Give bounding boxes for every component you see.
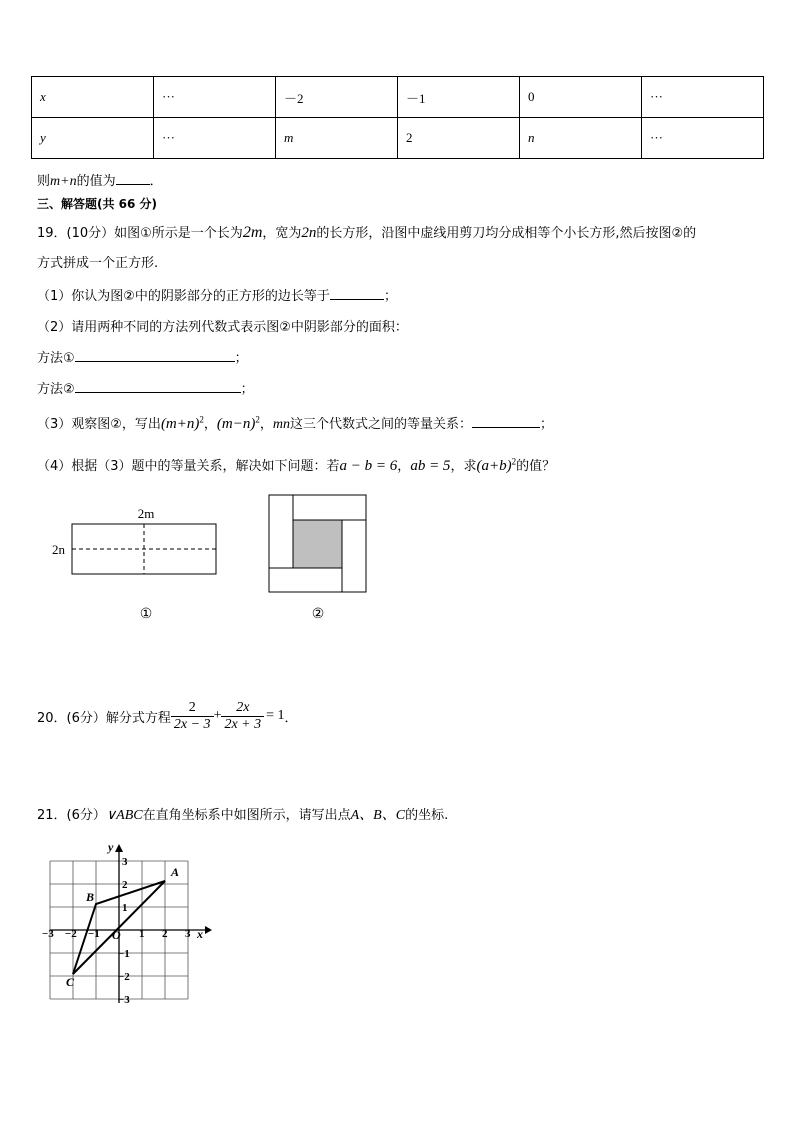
fig1-side-label: 2n bbox=[52, 542, 65, 557]
q21-line bbox=[37, 804, 448, 824]
separator: ， bbox=[397, 459, 411, 474]
exponent: 2 bbox=[255, 414, 260, 425]
xy-value-table bbox=[31, 76, 764, 159]
expr-m-plus-n: (m+n) bbox=[160, 416, 200, 432]
q19-method2 bbox=[37, 378, 254, 397]
q19-part4-text: ，求 bbox=[450, 459, 477, 474]
section-title: 三、解答题(共 66 分) bbox=[37, 197, 158, 211]
figure-2-square bbox=[262, 490, 374, 626]
table-cell: －2 bbox=[276, 77, 398, 118]
q19-part1 bbox=[37, 285, 397, 304]
q19-text: ，宽为 bbox=[262, 226, 302, 241]
q19-part2: （2）请用两种不同的方法列代数式表示图②中阴影部分的面积： bbox=[37, 320, 408, 335]
table-row bbox=[32, 77, 764, 118]
answer-blank[interactable] bbox=[330, 287, 384, 300]
q19-part4 bbox=[37, 455, 555, 475]
fraction-denominator: 2x + 3 bbox=[224, 716, 262, 732]
x-tick-label: −2 bbox=[65, 928, 77, 940]
fig1-top-label: 2m bbox=[137, 506, 155, 521]
x-tick-label: 1 bbox=[139, 928, 145, 940]
fraction-2 bbox=[221, 700, 264, 733]
table-cell: 0 bbox=[520, 77, 642, 118]
q19-part4-text: （4）根据（3）题中的等量关系，解决如下问题：若 bbox=[37, 459, 340, 474]
point-b-label: B bbox=[86, 890, 95, 904]
fig1-caption: ① bbox=[139, 607, 153, 622]
q19-text: 19．(10分）如图①所示是一个长为 bbox=[37, 226, 243, 241]
table-cell: －1 bbox=[398, 77, 520, 118]
fig2-caption: ② bbox=[311, 607, 325, 622]
point-a-label: A bbox=[171, 865, 180, 879]
table-row bbox=[32, 118, 764, 159]
q19-method1 bbox=[37, 347, 248, 366]
q20-end: ． bbox=[284, 710, 298, 726]
table-cell: 2 bbox=[398, 118, 520, 159]
method2-label: 方法② bbox=[37, 382, 75, 397]
expr-ab: ab = 5 bbox=[410, 458, 451, 474]
q18-answer-line bbox=[37, 170, 163, 190]
q21-text: 在直角坐标系中如图所示，请写出点 bbox=[142, 808, 351, 823]
q19-line2: 方式拼成一个正方形. bbox=[37, 256, 159, 271]
q19-part3-text: 这三个代数式之间的等量关系： bbox=[290, 417, 473, 432]
separator: ， bbox=[203, 417, 217, 432]
table-cell: m bbox=[276, 118, 398, 159]
figure-1-rectangle bbox=[40, 498, 230, 628]
coordinate-plane bbox=[40, 838, 218, 1008]
answer-blank[interactable] bbox=[75, 349, 235, 362]
fraction-numerator: 2x bbox=[221, 700, 264, 717]
fig2-shaded-square bbox=[293, 520, 342, 568]
y-tick-label: −2 bbox=[118, 971, 130, 983]
q18-end: ． bbox=[149, 174, 163, 189]
expr-a-minus-b: a − b = 6 bbox=[339, 458, 398, 474]
q20-line bbox=[37, 694, 298, 738]
x-tick-label: −1 bbox=[88, 928, 100, 940]
q19-line1 bbox=[37, 222, 696, 242]
expr-mn: mn bbox=[272, 417, 290, 432]
fraction-numerator: 2 bbox=[171, 700, 214, 717]
y-tick-label: 2 bbox=[122, 879, 128, 891]
x-axis-arrow bbox=[205, 926, 212, 934]
exponent: 2 bbox=[511, 456, 517, 467]
fraction-denominator: 2x − 3 bbox=[173, 716, 211, 732]
q19-part1-text: （1）你认为图②中的阴影部分的正方形的边长等于 bbox=[37, 289, 330, 304]
q18-expression: m+n bbox=[50, 174, 77, 189]
table-cell: ··· bbox=[154, 77, 276, 118]
x-tick-label: 2 bbox=[162, 928, 168, 940]
q20-text: 20．(6分）解分式方程 bbox=[37, 710, 171, 726]
x-tick-label: 3 bbox=[185, 928, 191, 940]
method1-end: ； bbox=[234, 351, 248, 366]
separator: ， bbox=[259, 417, 273, 432]
q21-text: 的坐标. bbox=[405, 808, 449, 823]
plus-sign: + bbox=[213, 708, 222, 723]
table-cell: ··· bbox=[642, 118, 764, 159]
origin-label: O bbox=[112, 928, 121, 942]
method1-label: 方法① bbox=[37, 351, 75, 366]
q18-prefix: 则 bbox=[37, 174, 51, 189]
y-axis-label: y bbox=[108, 840, 114, 854]
q19-part3 bbox=[37, 413, 553, 433]
q19-text: 的长方形，沿图中虚线用剪刀均分成相等个小长方形,然后按图②的 bbox=[316, 226, 697, 241]
exponent: 2 bbox=[199, 414, 204, 425]
q19-part3-end: ； bbox=[540, 417, 554, 432]
fraction-1 bbox=[171, 700, 214, 733]
q19-width-expr: 2n bbox=[301, 225, 317, 241]
expr-a-plus-b: (a+b) bbox=[476, 458, 512, 474]
y-tick-label: −1 bbox=[118, 948, 130, 960]
q18-suffix: 的值为 bbox=[76, 174, 116, 189]
table-cell: ··· bbox=[154, 118, 276, 159]
y-tick-label: 1 bbox=[122, 902, 128, 914]
expr-m-minus-n: (m−n) bbox=[216, 416, 256, 432]
q19-part3-text: （3）观察图②，写出 bbox=[37, 417, 161, 432]
answer-blank[interactable] bbox=[472, 415, 540, 428]
table-cell: y bbox=[32, 118, 154, 159]
x-tick-label: −3 bbox=[42, 928, 54, 940]
table-cell: n bbox=[520, 118, 642, 159]
y-tick-label: 3 bbox=[122, 856, 128, 868]
y-axis-arrow bbox=[115, 844, 123, 852]
y-tick-label: −3 bbox=[118, 994, 130, 1006]
q19-part4-text: 的值？ bbox=[516, 459, 556, 474]
q19-length-expr: 2m bbox=[242, 224, 263, 241]
q21-text: 21．(6分） bbox=[37, 808, 106, 823]
equation-rhs: = 1 bbox=[266, 708, 285, 723]
points-abc: A、B、C bbox=[350, 808, 406, 823]
x-axis-label: x bbox=[197, 927, 203, 941]
triangle-abc: ∨ABC bbox=[105, 808, 143, 823]
table-cell: x bbox=[32, 77, 154, 118]
q19-part1-end: ； bbox=[383, 289, 397, 304]
point-c-label: C bbox=[66, 975, 75, 989]
method2-end: ； bbox=[240, 382, 254, 397]
table-cell: ··· bbox=[642, 77, 764, 118]
answer-blank[interactable] bbox=[75, 380, 241, 393]
answer-blank[interactable] bbox=[116, 172, 150, 185]
